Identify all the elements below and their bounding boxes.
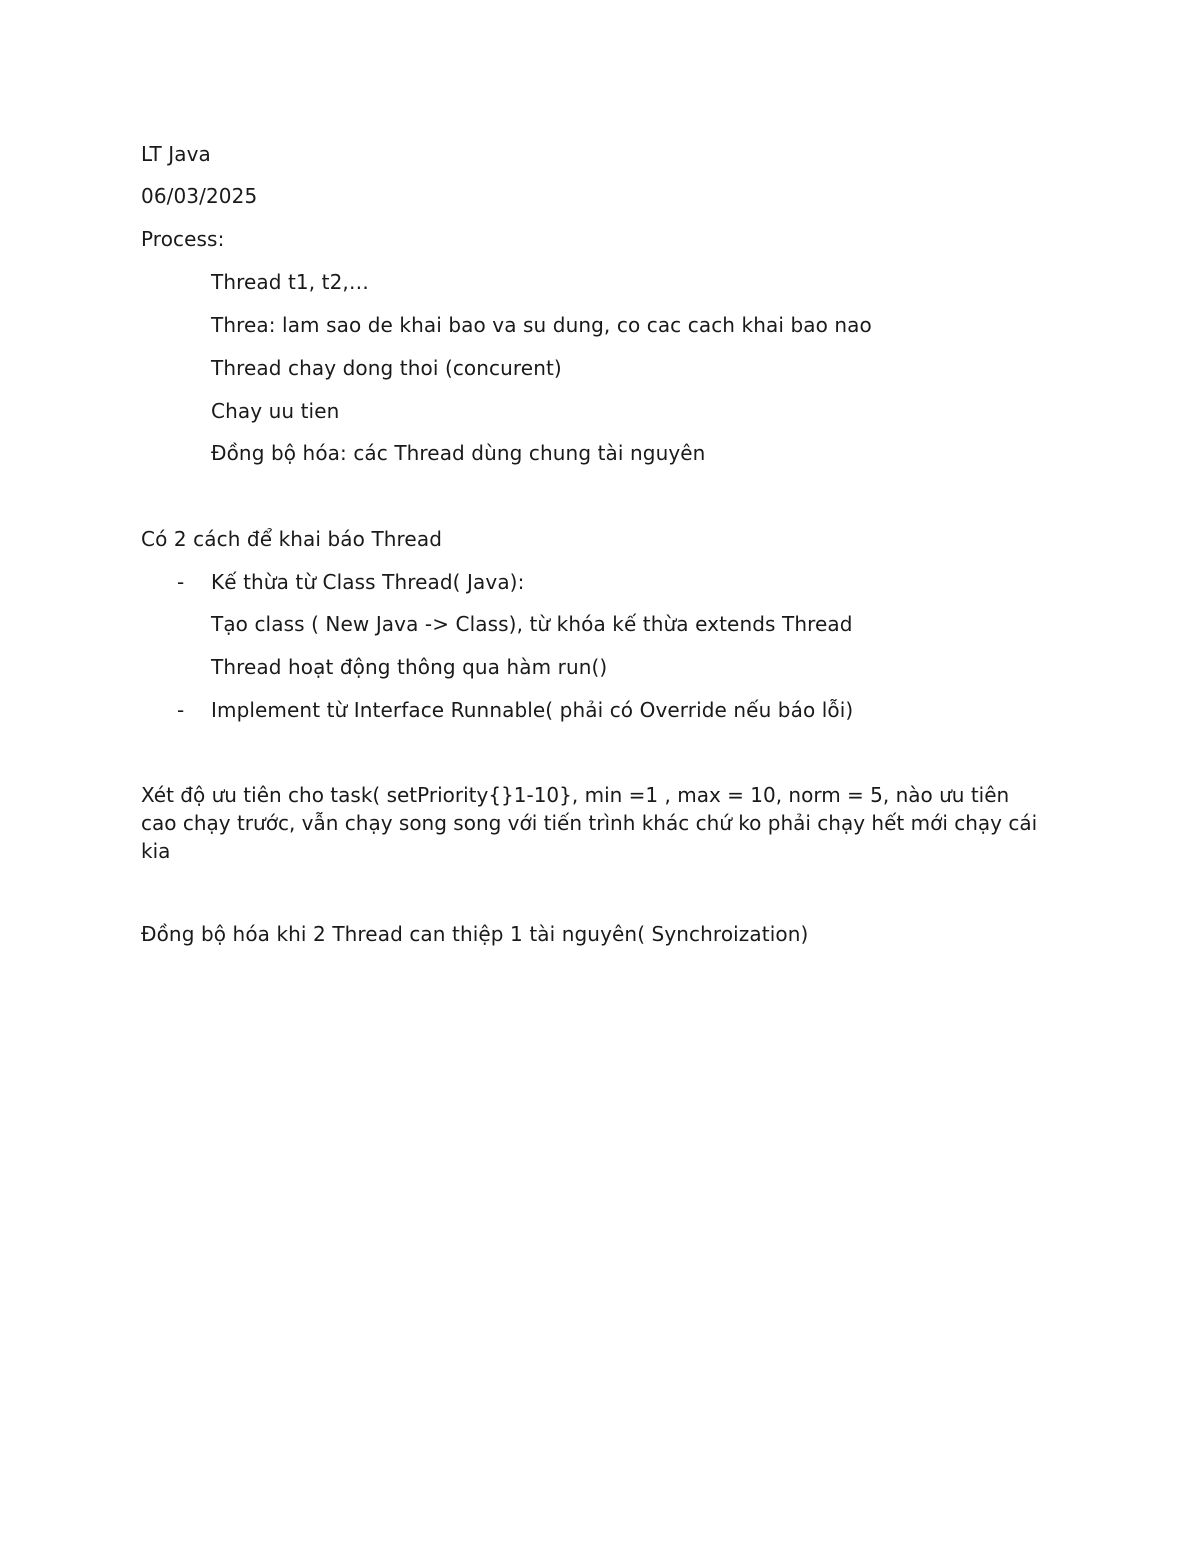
- process-item: Threa: lam sao de khai bao va su dung, co cac cach khai bao nao: [211, 313, 872, 337]
- process-item: Chay uu tien: [211, 399, 340, 423]
- sync-line: Đồng bộ hóa khi 2 Thread can thiệp 1 tài nguyên( Synchroization): [141, 922, 809, 946]
- way1-text: Kế thừa từ Class Thread( Java):: [211, 570, 525, 594]
- bullet-dash: -: [177, 570, 185, 594]
- way1-sub-item: Thread hoạt động thông qua hàm run(): [211, 655, 608, 679]
- process-heading: Process:: [141, 227, 225, 251]
- priority-paragraph: Xét độ ưu tiên cho task( setPriority{}1-10}, min =1 , max = 10, norm = 5, nào ưu tiên cao chạy trước, vẫn chạy song song với tiến trình khác chứ ko phải chạy hết mới chạy cái kia: [141, 783, 1038, 863]
- process-item: Đồng bộ hóa: các Thread dùng chung tài nguyên: [211, 441, 706, 465]
- way2-text: Implement từ Interface Runnable( phải có Override nếu báo lỗi): [211, 698, 854, 722]
- process-item: Thread chay dong thoi (concurent): [211, 356, 562, 380]
- way1-sub-item: Tạo class ( New Java -> Class), từ khóa kế thừa extends Thread: [211, 612, 853, 636]
- bullet-dash: -: [177, 698, 185, 722]
- process-item: Thread t1, t2,…: [211, 270, 369, 294]
- ways-heading: Có 2 cách để khai báo Thread: [141, 527, 442, 551]
- doc-date: 06/03/2025: [141, 184, 258, 208]
- doc-title: LT Java: [141, 142, 211, 166]
